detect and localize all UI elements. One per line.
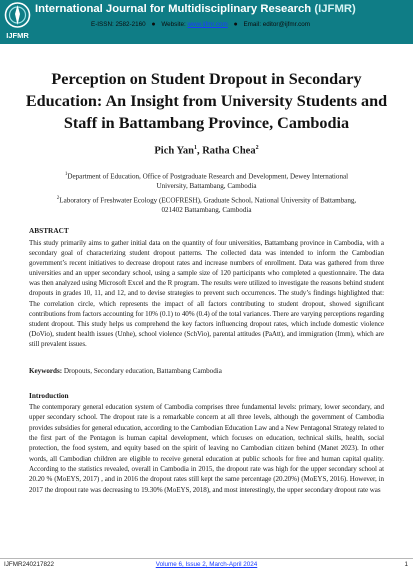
keywords-label: Keywords: <box>29 367 63 375</box>
email[interactable]: Email: editor@ijfmr.com <box>243 21 311 28</box>
footer-divider <box>0 558 413 559</box>
keywords <box>29 367 384 375</box>
affiliation-1: $^1$Department of Education, Office of Postgraduate Research and Development, Dewey International University, Battambang, Cambodia <box>64 172 349 191</box>
logo-text: IJFMR <box>6 31 29 40</box>
issue-link[interactable]: Volume 6, Issue 2, March-April 2024 <box>155 561 258 568</box>
author-name: Pich Yan <box>154 145 194 157</box>
journal-title: International Journal for Multidisciplinary Research (IJFMR) <box>35 3 356 15</box>
abstract-heading: ABSTRACT <box>29 226 69 235</box>
abstract-text: This study primarily aims to gather initial data on the quantity of four universities, Battambang province in Cambodia, with a secondary goal of characterizing student dropout patterns. The collected data was intended to inform the Cambodian government’s recent initiatives to decrease dropout rates and increase numbers of enrollment. Data was gathered from three universities and an upper secondary school, using a sample size of 120 participants who completed a questionnaire. The data was then analyzed using Microsoft Excel and the R program. The results were utilized to investigate the reasons behind student dropouts in grades 10, 11, and 12, and to devise strategies to prevent such occurrences. The study’s findings highlighted that: The correlation circle, which represents the impact of all factors contributing to student dropout, showed significant contributions from factors accounting for 10% (0.1) to 40% (0.4) of the total variances. There are varying perceptions regarding student dropout. This study helps us comprehend the key factors influencing dropout rates, which include domestic violence (DoVio), student health issues (Unhe), school violence (SchVio), parental attitudes (PaAtt), and immigration (Imm), which are still prevalent issues. <box>29 239 384 348</box>
keywords-list: Dropouts, Secondary education, Battambang Cambodia <box>63 367 222 375</box>
journal-logo <box>4 2 31 42</box>
journal-abbreviation: (IJFMR) <box>314 3 356 15</box>
bullet-icon: ● <box>151 21 156 28</box>
eissn: E-ISSN: 2582-2160 <box>91 21 146 28</box>
author-name: Ratha Chea <box>202 145 256 157</box>
introduction-heading: Introduction <box>29 391 69 400</box>
authors: Pich Yan$^1$, Ratha Chea$^2$ <box>154 145 259 157</box>
affiliation-2: $^2$Laboratory of Freshwater Ecology (ECOFRESH), Graduate School, National University of Battambang, 021402 Battambang, Cambodia <box>56 196 357 215</box>
bullet-icon: ● <box>233 21 238 28</box>
journal-meta <box>91 21 310 28</box>
paper-id: IJFMR240217822 <box>4 561 55 568</box>
paper-title: Perception on Student Dropout in Secondary Education: An Insight from University Students and Staff in Battambang Province, Cambodia <box>25 70 388 132</box>
website-link[interactable]: www.ijfmr.com <box>187 21 228 28</box>
page-number: 1 <box>404 561 408 568</box>
introduction-text: The contemporary general education system of Cambodia comprises three fundamental levels: primary, lower secondary, and upper secondary school. The dropout rate is a remarkable concern at all three levels, although the government of Cambodia provides subsidies for general education, according to the Cambodian Education Law and a New Pentagonal Strategy related to the first part of the Pentagon is human capital development, which focuses on education, technical skills, health, social protection, the food system, and equity based on the spirit of leaving no Cambodian citizen behind (Manet 2023). In other words, all Cambodian children are eligible to receive general education at public schools for free and human capital quality. According to the statistics revealed, overall in Cambodia in 2015, the dropout rate was high for the upper secondary school at 20.20 % (MoEYS, 2017) , and in 2016 the dropout rates still kept the same percentage (20.20%) (MoEYS, 2016). However, in 2017 the dropout rate was decreasing to 19.30% (MoEYS, 2018), and most interestingly, the upper secondary dropout rate was <box>29 403 384 494</box>
website-label: Website: <box>161 21 186 28</box>
